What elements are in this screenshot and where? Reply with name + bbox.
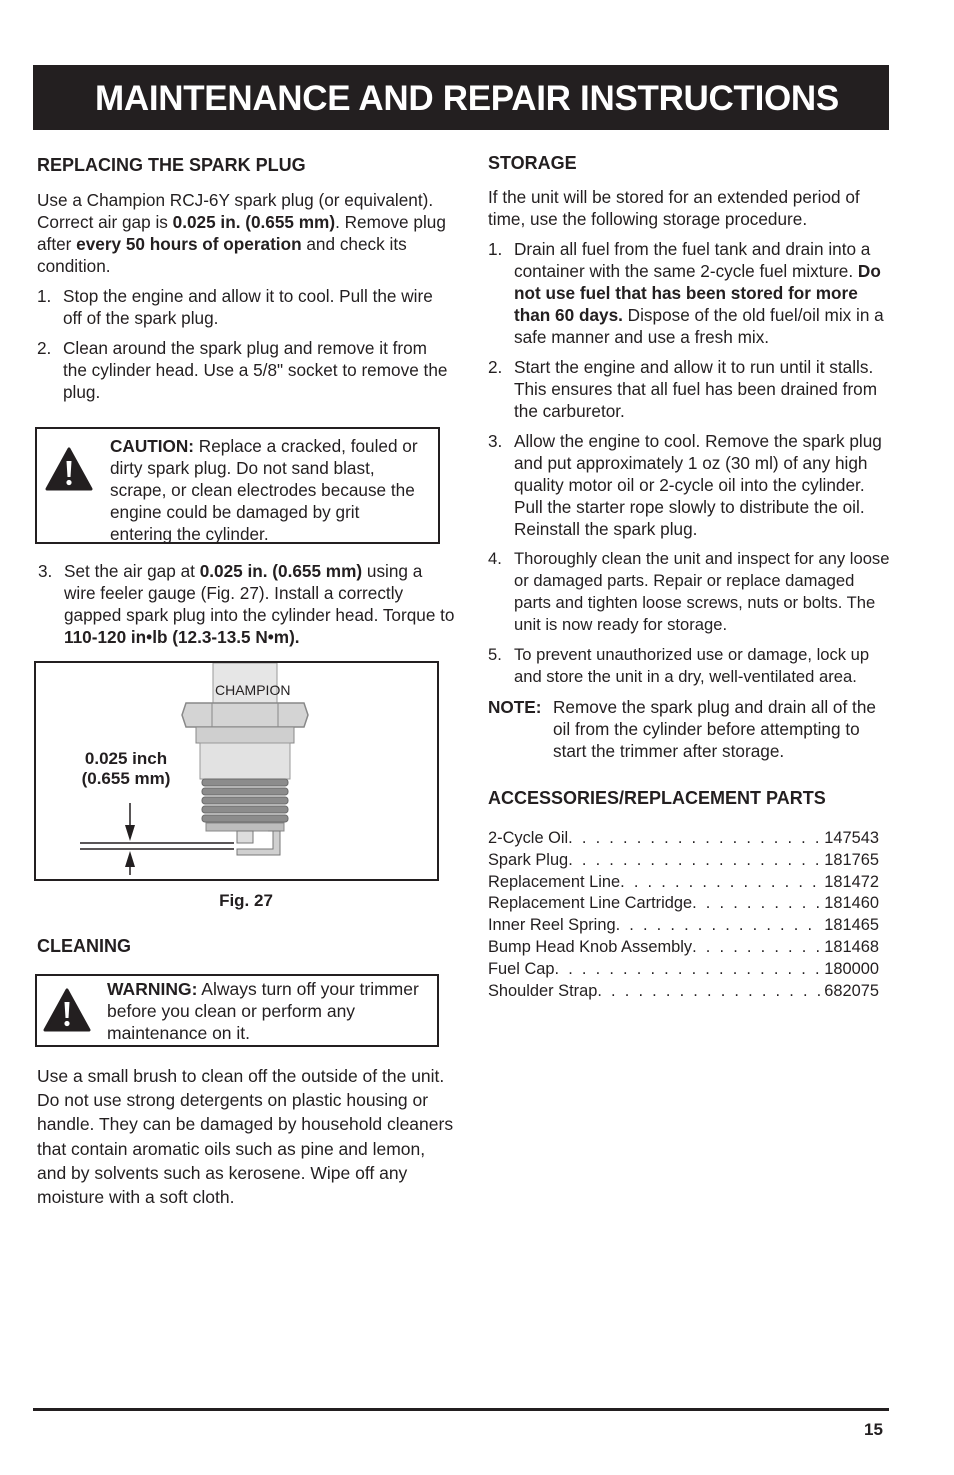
- cleaning-text: Use a small brush to clean off the outside of the unit. Do not use strong detergents on plastic housing or handle. They can be damaged by household cleaners that contain aromatic oils such as pine and lemon, and by solvents such as kerosene. Wipe off any moisture with a soft cloth.: [37, 1066, 454, 1208]
- list-item: Replacement Line . . . 181472: [488, 872, 879, 894]
- list-item: 2-Cycle Oil . . . 147543: [488, 828, 879, 850]
- spark-plug-step-3: 3. Set the air gap at 0.025 in. (0.655 mm) using a wire feeler gauge (Fig. 27). Install a correctly gapped spark plug into the cylinder head. Torque to 110-120 in•lb (12.3-13.5 N•m).: [38, 561, 455, 647]
- list-item: 2. Clean around the spark plug and remove it from the cylinder head. Use a 5/8" socket to remove the plug.: [37, 338, 448, 402]
- page-title: MAINTENANCE AND REPAIR INSTRUCTIONS: [95, 79, 839, 118]
- spark-plug-figure: [34, 661, 439, 881]
- caution-text: CAUTION: Replace a cracked, fouled or dirty spark plug. Do not sand blast, scrape, or clean electrodes because the engine could be damaged by grit entering the cylinder.: [110, 436, 418, 544]
- spark-plug-steps: [37, 285, 455, 403]
- parts-list: [488, 828, 892, 1002]
- list-item: Replacement Line Cartridge . . . 181460: [488, 893, 879, 915]
- right-column: [488, 152, 892, 1002]
- list-item: Shoulder Strap . . . 682075: [488, 981, 879, 1003]
- storage-steps: [488, 238, 892, 688]
- warning-triangle-icon: [45, 447, 93, 491]
- spark-plug-intro: Use a Champion RCJ-6Y spark plug (or equivalent). Correct air gap is 0.025 in. (0.655 mm). Remove plug after every 50 hours of operation and check its condition.: [37, 190, 446, 276]
- footer-rule: [33, 1408, 889, 1411]
- list-item: 1. Drain all fuel from the fuel tank and drain into a container with the same 2-cycle fuel mixture. Do not use fuel that has been stored for more than 60 days. Dispose of the old fuel/oil mix in a safe manner and use a fresh mix.: [488, 239, 884, 347]
- warning-text: WARNING: Always turn off your trimmer before you clean or perform any maintenance on it.: [107, 979, 419, 1043]
- cleaning-heading: CLEANING: [37, 936, 131, 956]
- list-item: Inner Reel Spring . . . 181465: [488, 915, 879, 937]
- list-item: Bump Head Knob Assembly . . . 181468: [488, 937, 879, 959]
- gap-measurement-label: 0.025 inch (0.655 mm): [81, 749, 171, 788]
- storage-intro: If the unit will be stored for an extended period of time, use the following storage procedure.: [488, 187, 860, 229]
- warning-triangle-icon: [43, 988, 91, 1032]
- list-item: 5. To prevent unauthorized use or damage, lock up and store the unit in a dry, well-ventilated area.: [488, 645, 870, 686]
- plug-brand-label: CHAMPION: [215, 682, 291, 698]
- list-item: 1. Stop the engine and allow it to cool. Pull the wire off of the spark plug.: [37, 286, 433, 328]
- list-item: Fuel Cap . . . 180000: [488, 959, 879, 981]
- spark-plug-heading: REPLACING THE SPARK PLUG: [37, 155, 306, 175]
- accessories-heading: ACCESSORIES/REPLACEMENT PARTS: [488, 788, 826, 808]
- caution-box: [35, 427, 440, 544]
- left-column: [37, 154, 455, 1209]
- figure-caption: Fig. 27: [219, 891, 273, 910]
- list-item: 2. Start the engine and allow it to run until it stalls. This ensures that all fuel has been drained from the carburetor.: [488, 357, 878, 421]
- storage-note: NOTE: Remove the spark plug and drain all of the oil from the cylinder before attempting to start the trimmer after storage.: [488, 697, 876, 761]
- list-item: 4. Thoroughly clean the unit and inspect for any loose or damaged parts. Repair or replace damaged parts and tighten loose screws, nuts or bolts. The unit is now ready for storage.: [488, 549, 890, 634]
- storage-heading: STORAGE: [488, 153, 577, 173]
- list-item: Spark Plug . . . 181765: [488, 850, 879, 872]
- warning-box: [35, 974, 439, 1047]
- page-number: 15: [864, 1420, 883, 1439]
- page-banner: [33, 65, 889, 130]
- list-item: 3. Allow the engine to cool. Remove the spark plug and put approximately 1 oz (30 ml) of any high quality motor oil or 2-cycle oil into the cylinder. Pull the starter rope slowly to distribute the oil. Reinstall the spark plug.: [488, 431, 882, 539]
